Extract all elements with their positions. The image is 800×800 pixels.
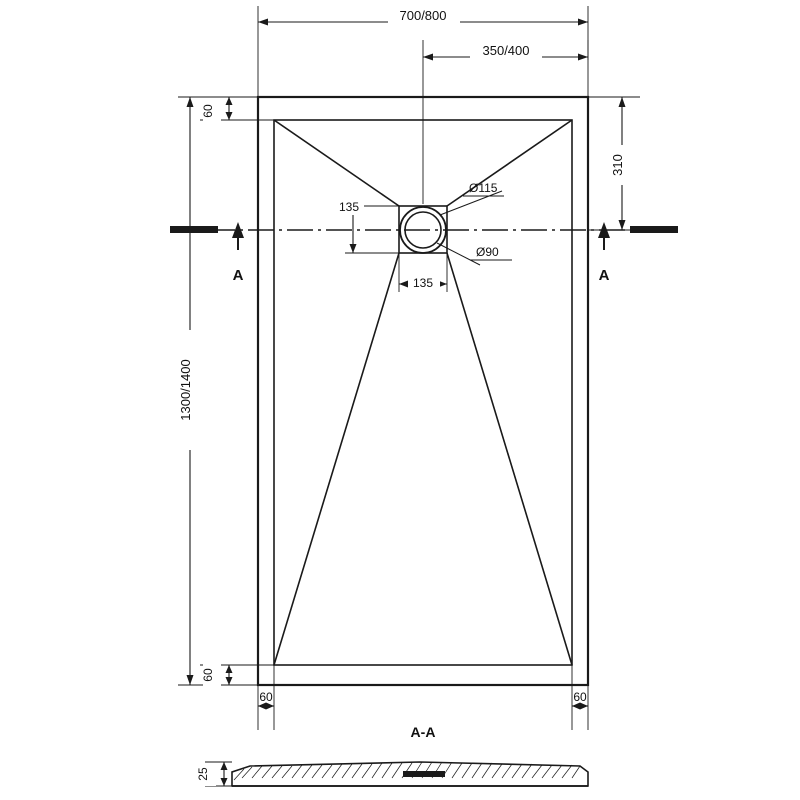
arrow-top-overall-left	[258, 19, 268, 26]
dim-label-d90: Ø90	[476, 245, 499, 259]
arrow-60bot-down	[226, 677, 233, 685]
arrow-top-half-right	[578, 54, 588, 61]
arrow-60top-down	[226, 112, 233, 120]
leader-line-d90	[437, 243, 480, 265]
arrow-top-overall-right	[578, 19, 588, 26]
dim-label-25: 25	[196, 767, 210, 781]
section-label-right: A	[598, 267, 610, 284]
arrow-25-bottom	[221, 778, 228, 786]
dim-label-d115: Ø115	[469, 181, 498, 195]
dim-label-310: 310	[610, 154, 625, 176]
arrow-135v-bottom	[350, 244, 357, 253]
dim-label-135-horizontal: 135	[412, 276, 434, 290]
arrow-top-half-left	[423, 54, 433, 61]
dim-label-60-top: 60	[201, 104, 215, 118]
arrow-25-top	[221, 762, 228, 770]
section-profile	[232, 762, 588, 786]
dim-label-60-bottom: 60	[201, 668, 215, 682]
arrow-60bot-up	[226, 665, 233, 673]
dim-label-135-vertical: 135	[338, 200, 360, 214]
section-marker-left-bar	[170, 226, 218, 233]
section-drain-block	[403, 771, 445, 777]
dim-label-top-half: 350/400	[482, 43, 530, 58]
slope-line-bottom-left	[274, 253, 399, 665]
arrow-310-top	[619, 97, 626, 107]
arrow-135h-left	[399, 281, 408, 288]
arrow-overall-top	[187, 97, 194, 107]
dim-label-bottom-right-60: 60	[573, 690, 587, 704]
dim-label-bottom-left-60: 60	[259, 690, 273, 704]
arrow-60top-up	[226, 97, 233, 105]
section-marker-right-bar	[630, 226, 678, 233]
arrow-overall-bottom	[187, 675, 194, 685]
slope-line-top-left	[274, 120, 399, 206]
dim-label-top-overall: 700/800	[399, 8, 447, 23]
section-view-title: A-A	[410, 724, 436, 740]
section-label-left: A	[232, 267, 244, 284]
slope-line-bottom-right	[447, 253, 572, 665]
arrow-310-bottom	[619, 220, 626, 230]
dim-label-overall-vertical: 1300/1400	[178, 359, 193, 421]
slope-line-top-right	[447, 120, 572, 206]
